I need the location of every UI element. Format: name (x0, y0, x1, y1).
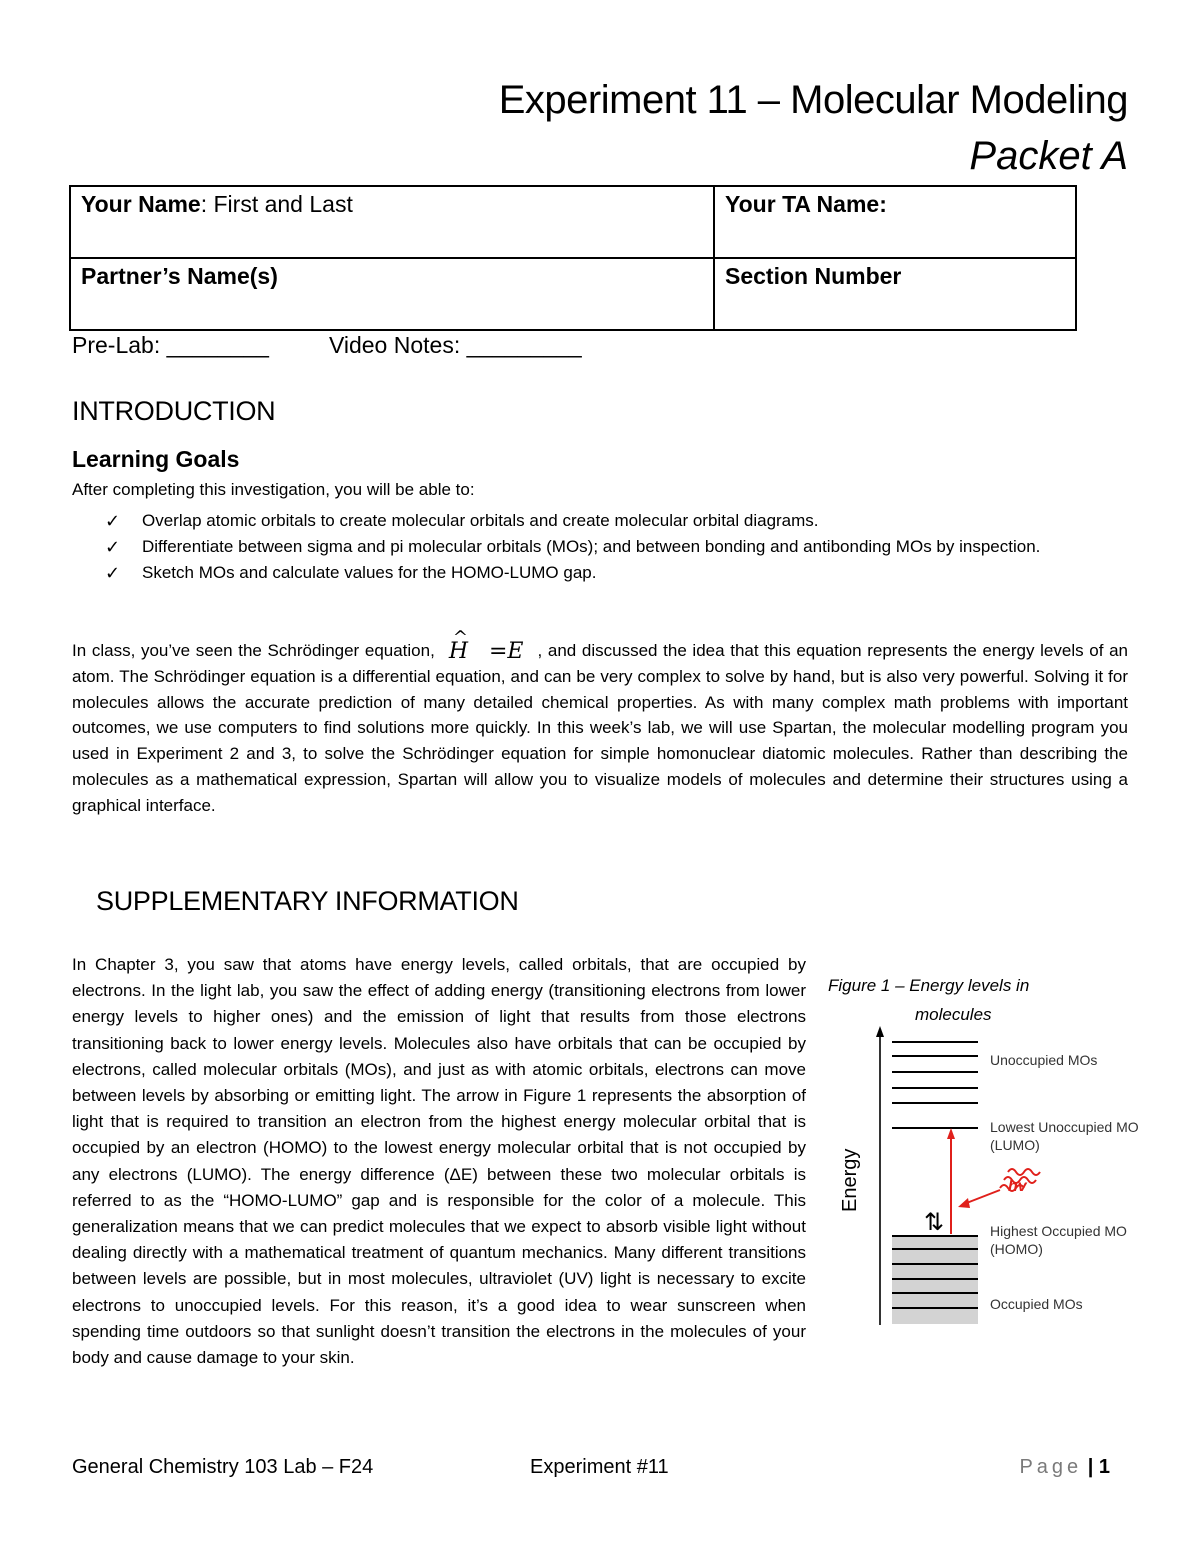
learning-goals-intro: After completing this investigation, you will be able to: (72, 480, 475, 499)
supplementary-heading: SUPPLEMENTARY INFORMATION (96, 886, 519, 916)
homo-label-line2: (HOMO) (990, 1241, 1043, 1257)
occupied-mos-label: Occupied MOs (990, 1296, 1083, 1312)
introduction-paragraph: In class, you’ve seen the Schrödinger equation,^ H =E , and discussed the idea that this equation represents the energy levels of an atom. The Schrödinger equation is a differential equation, and can be very complex to solve by hand, but is also very powerful. Solving it for molecules allows the accurate prediction of many detailed chemical properties. As with many complex math problems with important outcomes, we use computers to find solutions more quickly. In this week’s lab, we will use Spartan, the molecular modelling program you used in Experiment 2 and 3, to solve the Schrödinger equation for simple homonuclear diatomic molecules. Rather than describing the molecules as a mathematical expression, Spartan will allow you to visualize models of molecules and determine their structures using a graphical interface. (72, 637, 1128, 819)
learning-goals-list (100, 508, 1130, 586)
prelab-line (72, 332, 582, 359)
name-cell[interactable] (70, 186, 714, 258)
unoccupied-levels (892, 1042, 978, 1103)
energy-level-diagram (822, 1020, 1152, 1330)
document-title: Experiment 11 – Molecular Modeling (498, 78, 1128, 122)
partner-cell[interactable] (70, 258, 714, 330)
list-item: ✓ Overlap atomic orbitals to create molecular orbitals and create molecular orbital diagrams. (100, 508, 1130, 534)
photon-arrowhead-icon (958, 1198, 970, 1208)
figure-caption: Figure 1 – Energy levels in molecules (828, 976, 1030, 1024)
partner-label: Partner’s Name(s) (81, 263, 278, 289)
student-info-table (69, 185, 1077, 331)
page-separator: | (1082, 1456, 1099, 1478)
photon-arrow (964, 1190, 1000, 1204)
document-subtitle: Packet A (969, 134, 1128, 178)
axis-arrowhead-icon (876, 1026, 884, 1037)
introduction-heading: INTRODUCTION (72, 396, 276, 426)
ta-value: : (879, 191, 887, 217)
footer-page (1019, 1456, 1110, 1479)
unoccupied-mos-label: Unoccupied MOs (990, 1052, 1098, 1068)
footer-course: General Chemistry 103 Lab – F24 (72, 1456, 374, 1478)
section-label: Section Number (725, 263, 902, 289)
homo-label-line1: Highest Occupied MO (990, 1223, 1127, 1239)
learning-goals-heading: Learning Goals (72, 446, 240, 472)
name-label: Your Name (81, 191, 201, 217)
lumo-label-line2: (LUMO) (990, 1137, 1040, 1153)
name-value: : First and Last (200, 191, 353, 217)
checkmark-icon: ✓ (105, 511, 121, 531)
schrodinger-equation: ^ H =E (435, 639, 538, 665)
checkmark-icon: ✓ (105, 537, 121, 557)
supplementary-paragraph: In Chapter 3, you saw that atoms have energy levels, called orbitals, that are occupied by electrons. In the light lab, you saw the effect of adding energy (transitioning electrons from lower energy levels to higher ones) and the emission of light that results from those electrons transitioning back to lower energy levels. Molecules also have orbitals that can be occupied by electrons, called molecular orbitals (MOs), and just as with atomic orbitals, electrons can move between levels by absorbing or emitting light. The arrow in Figure 1 represents the absorption of light that is required to transition an electron from the highest energy molecular orbital that is occupied by an electron (HOMO) to the lowest energy molecular orbital that is not occupied by any electrons (LUMO). The energy difference (ΔE) between these two molecular orbitals is referred to as the “HOMO-LUMO” gap and is responsible for the color of a molecule. This generalization means that we can predict molecules that we expect to absorb visible light without dealing directly with a mathematical treatment of quantum mechanics. Many different transitions between levels are possible, but in most molecules, ultraviolet (UV) light is necessary to excite electrons to unoccupied levels. For this reason, it’s a good idea to wear sunscreen when spending time outdoors so that sunlight doesn’t transition the electrons in the molecules of your body and cause damage to your skin. (72, 955, 806, 1368)
section-cell[interactable] (714, 258, 1076, 330)
checkmark-icon: ✓ (105, 563, 121, 583)
prelab-field[interactable]: Pre-Lab: ________ (72, 332, 269, 358)
electron-pair-icon: ⇅ (924, 1208, 945, 1236)
list-item: ✓ Sketch MOs and calculate values for the HOMO-LUMO gap. (100, 560, 1130, 586)
ta-cell[interactable] (714, 186, 1076, 258)
lumo-label-line1: Lowest Unoccupied MO (990, 1119, 1139, 1135)
energy-axis-label: Energy (839, 1148, 861, 1212)
footer-experiment: Experiment #11 (530, 1456, 669, 1478)
page-number: 1 (1098, 1456, 1110, 1478)
video-notes-field[interactable]: Video Notes: _________ (328, 332, 582, 358)
page-word: Page (1019, 1456, 1083, 1478)
photon-label: hv (1008, 1178, 1027, 1195)
transition-arrowhead-icon (947, 1128, 955, 1139)
list-item: ✓ Differentiate between sigma and pi molecular orbitals (MOs); and between bonding and antibonding MOs by inspection. (100, 534, 1130, 560)
ta-label: Your TA Name (725, 191, 880, 217)
